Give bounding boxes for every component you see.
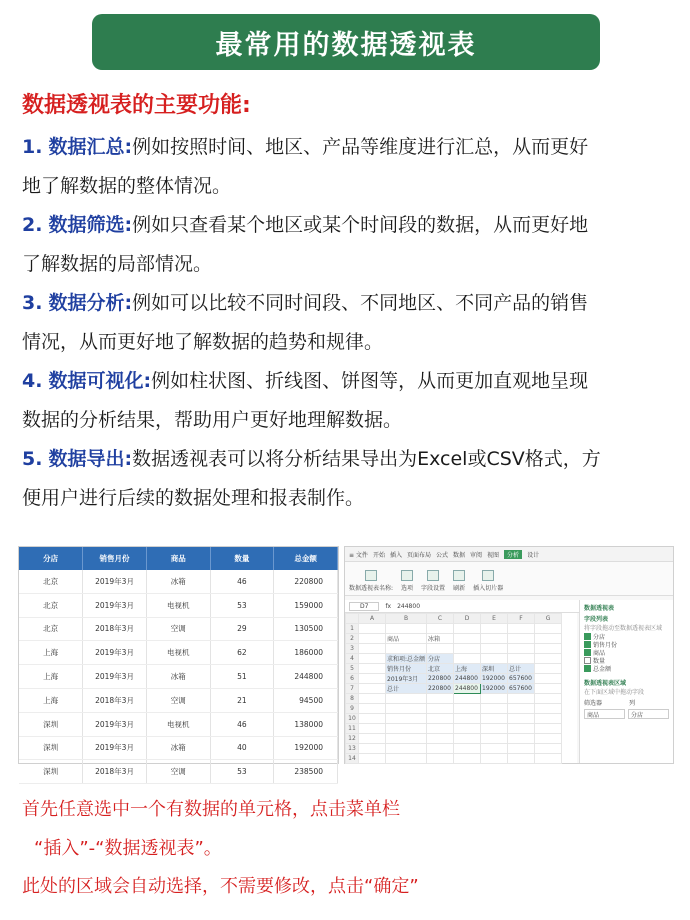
grid-cell[interactable]: 244800 [454,674,481,684]
table-row[interactable] [19,688,338,712]
field-name: 商品 [593,649,606,657]
grid-cell[interactable]: 2019年3月 [386,674,427,684]
grid-cell[interactable] [481,724,508,734]
grid-row [346,694,562,704]
grid-cell[interactable] [427,754,454,764]
item-text-line1: 例如可以比较不同时间段、不同地区、不同产品的销售 [132,292,589,314]
grid-cell[interactable] [427,694,454,704]
filter-area-label: 筛选器 [584,700,603,707]
table-cell[interactable]: 62 [210,641,274,665]
grid-cell[interactable] [508,644,535,654]
grid-row [346,624,562,634]
table-cell[interactable]: 空调 [146,688,210,712]
table-cell[interactable]: 138000 [274,712,338,736]
grid-cell[interactable]: 192000 [481,684,508,694]
grid-cell[interactable]: 657600 [508,674,535,684]
grid-cell[interactable] [359,734,386,744]
menu-tab[interactable]: 视图 [487,551,500,559]
grid-cell[interactable]: 分店 [427,654,454,664]
column-header[interactable]: 销售月份 [83,547,147,570]
table-cell[interactable]: 2019年3月 [83,593,147,617]
grid-cell[interactable] [386,624,427,634]
grid-cell[interactable] [508,724,535,734]
grid-row [346,704,562,714]
grid-cell[interactable]: 冰箱 [427,634,454,644]
grid-row [346,644,562,654]
grid-cell[interactable] [359,674,386,684]
grid-cell[interactable] [386,724,427,734]
row-number[interactable]: 8 [346,694,359,704]
table-cell[interactable]: 29 [210,617,274,641]
menu-tab[interactable]: 分析 [504,550,522,559]
toolbar-button[interactable] [349,565,393,592]
toolbar-icon [365,570,377,581]
grid-cell[interactable] [535,714,562,724]
grid-cell[interactable] [481,654,508,664]
row-number[interactable]: 13 [346,744,359,754]
item-text-line1: 例如按照时间、地区、产品等维度进行汇总，从而更好 [132,136,589,158]
column-area-label: 列 [629,700,636,707]
grid-cell[interactable]: 总计 [508,664,535,674]
item-text-line2: 情况，从而更好地了解数据的趋势和规律。 [22,331,384,353]
source-table [19,547,338,784]
column-header-row [346,614,562,624]
toolbar-label: 刷新 [453,585,466,592]
column-header[interactable]: 商品 [146,547,210,570]
table-row[interactable] [19,617,338,641]
toolbar-button[interactable] [421,565,445,592]
row-number[interactable]: 4 [346,654,359,664]
checkbox-icon[interactable] [584,641,591,648]
row-number[interactable]: 6 [346,674,359,684]
table-cell[interactable]: 2018年3月 [83,688,147,712]
grid-cell[interactable] [481,714,508,724]
item-text-line2: 便用户进行后续的数据处理和报表制作。 [22,487,365,509]
column-letter[interactable]: A [359,614,386,624]
item-text-line2: 数据的分析结果，帮助用户更好地理解数据。 [22,409,403,431]
pane-title: 数据透视表 [584,605,615,612]
table-row[interactable] [19,570,338,593]
table-cell[interactable]: 空调 [146,760,210,784]
grid-row [346,754,562,764]
column-letter[interactable]: E [481,614,508,624]
grid-cell[interactable] [427,734,454,744]
grid-cell[interactable] [427,704,454,714]
grid-cell[interactable]: 192000 [481,674,508,684]
grid-cell[interactable]: 总计 [386,684,427,694]
grid-cell[interactable] [508,694,535,704]
grid-cell[interactable] [481,694,508,704]
table-cell[interactable]: 冰箱 [146,570,210,593]
grid-cell[interactable] [508,624,535,634]
grid-cell[interactable] [359,624,386,634]
grid-cell[interactable] [427,624,454,634]
toolbar-icon [453,570,465,581]
grid-cell[interactable] [427,744,454,754]
grid-cell[interactable] [481,734,508,744]
table-cell[interactable]: 130500 [274,617,338,641]
grid-cell[interactable] [454,704,481,714]
column-letter[interactable]: G [535,614,562,624]
grid-cell[interactable] [535,644,562,654]
grid-cell[interactable] [359,744,386,754]
table-cell[interactable]: 53 [210,760,274,784]
grid-row [346,654,562,664]
menu-tab[interactable]: 插入 [389,551,402,559]
field-name: 总金额 [593,665,612,673]
grid-cell[interactable] [359,664,386,674]
column-letter[interactable] [346,614,359,624]
field-item[interactable] [584,664,669,672]
grid-cell[interactable] [427,714,454,724]
table-cell[interactable]: 上海 [19,641,83,665]
table-cell[interactable]: 深圳 [19,736,83,760]
grid-cell[interactable] [481,634,508,644]
row-number[interactable]: 14 [346,754,359,764]
grid-cell[interactable] [454,634,481,644]
table-cell[interactable]: 220800 [274,570,338,593]
grid-cell[interactable] [359,754,386,764]
grid-cell[interactable] [508,714,535,724]
table-cell[interactable]: 159000 [274,593,338,617]
checkbox-icon[interactable] [584,633,591,640]
feature-item-visualization [22,362,672,440]
grid-cell[interactable] [535,734,562,744]
grid-row [346,724,562,734]
table-cell[interactable]: 2019年3月 [83,665,147,689]
table-row[interactable] [19,736,338,760]
column-area-value: 分店 [631,711,644,719]
table-cell[interactable]: 2019年3月 [83,736,147,760]
grid-cell[interactable] [359,684,386,694]
filter-area-value: 商品 [587,711,600,719]
grid-cell[interactable] [481,704,508,714]
table-cell[interactable]: 电视机 [146,641,210,665]
table-cell[interactable]: 238500 [274,760,338,784]
grid-cell[interactable] [386,754,427,764]
row-number[interactable]: 3 [346,644,359,654]
table-cell[interactable]: 2019年3月 [83,712,147,736]
item-number: 4. [22,370,43,392]
toolbar-label: 插入切片器 [473,585,504,592]
column-letter[interactable]: B [386,614,427,624]
grid-cell[interactable] [454,754,481,764]
formula-bar [345,600,581,613]
fx-icon: fx [385,602,392,610]
table-cell[interactable]: 深圳 [19,760,83,784]
tip-line-2: “插入”-“数据透视表”。 [34,838,222,859]
fields-hint: 将字段拖动至数据透视表区域 [584,625,663,632]
areas-hint: 在下面区域中拖动字段 [584,689,645,696]
grid-cell[interactable] [454,724,481,734]
row-number[interactable]: 2 [346,634,359,644]
grid-cell[interactable]: 深圳 [481,664,508,674]
table-cell[interactable]: 深圳 [19,712,83,736]
grid-cell[interactable] [508,744,535,754]
grid-cell[interactable] [386,644,427,654]
table-cell[interactable]: 2019年3月 [83,570,147,593]
grid-row [346,684,562,694]
table-cell[interactable]: 上海 [19,688,83,712]
table-cell[interactable]: 21 [210,688,274,712]
menu-tab[interactable]: 设计 [527,551,540,559]
grid-cell[interactable] [508,734,535,744]
toolbar-icon [401,570,413,581]
menu-tab[interactable]: 公式 [435,551,448,559]
formula-value[interactable]: 244800 [397,602,421,610]
grid-cell[interactable] [481,644,508,654]
grid-row [346,734,562,744]
grid-cell[interactable] [454,744,481,754]
table-cell[interactable]: 2018年3月 [83,760,147,784]
grid-cell[interactable]: 北京 [427,664,454,674]
field-list [584,632,669,672]
table-cell[interactable]: 244800 [274,665,338,689]
table-cell[interactable]: 192000 [274,736,338,760]
grid-cell[interactable] [359,724,386,734]
table-cell[interactable]: 2019年3月 [83,641,147,665]
item-text-line1: 例如只查看某个地区或某个时间段的数据，从而更好地 [132,214,589,236]
grid-cell[interactable] [535,624,562,634]
excel-menu-bar [345,547,673,562]
toolbar-label: 字段设置 [421,585,446,592]
table-cell[interactable]: 51 [210,665,274,689]
item-keyword: 数据分析: [48,292,133,314]
item-keyword: 数据导出: [48,448,133,470]
menu-tab[interactable]: 开始 [372,551,385,559]
item-text-line1: 例如柱状图、折线图、饼图等，从而更加直观地呈现 [151,370,589,392]
feature-item-summary [22,128,672,206]
grid-cell[interactable]: 销售月份 [386,664,427,674]
table-cell[interactable]: 46 [210,570,274,593]
column-area-box[interactable] [628,709,669,719]
grid-cell[interactable]: 244800 [454,684,481,694]
section-heading: 数据透视表的主要功能: [22,93,251,118]
grid-cell[interactable] [535,704,562,714]
toolbar-button[interactable] [401,565,413,592]
table-row[interactable] [19,593,338,617]
table-cell[interactable]: 电视机 [146,712,210,736]
grid-cell[interactable] [535,634,562,644]
areas-label: 数据透视表区域 [584,680,627,687]
table-row[interactable] [19,712,338,736]
column-header[interactable]: 总金额 [274,547,338,570]
grid-cell[interactable] [535,754,562,764]
grid-cell[interactable] [359,644,386,654]
feature-item-export [22,440,672,518]
item-number: 5. [22,448,43,470]
toolbar-icon [427,570,439,581]
table-cell[interactable]: 冰箱 [146,665,210,689]
field-name: 销售月份 [593,641,618,649]
grid-cell[interactable]: 220800 [427,674,454,684]
item-text-line2: 地了解数据的整体情况。 [22,175,232,197]
grid-cell[interactable] [454,734,481,744]
grid-cell[interactable]: 商品 [386,634,427,644]
name-box[interactable]: D7 [349,602,379,611]
item-number: 3. [22,292,43,314]
column-letter[interactable]: C [427,614,454,624]
grid-cell[interactable] [386,704,427,714]
grid-cell[interactable] [454,644,481,654]
toolbar-button[interactable] [453,565,465,592]
row-number[interactable]: 1 [346,624,359,634]
table-row[interactable] [19,641,338,665]
feature-list [22,128,672,518]
row-number[interactable]: 5 [346,664,359,674]
grid-cell[interactable] [535,724,562,734]
toolbar-label: 数据透视表名称: [349,585,394,592]
filter-area-box[interactable] [584,709,625,719]
grid-cell[interactable] [427,724,454,734]
grid-cell[interactable] [508,704,535,714]
item-text-line1: 数据透视表可以将分析结果导出为Excel或CSV格式，方 [132,448,601,470]
grid-row [346,674,562,684]
menu-tab[interactable]: ≡ 文件 [349,551,368,559]
toolbar-icon [482,570,494,581]
grid-cell[interactable] [386,734,427,744]
grid-cell[interactable] [535,684,562,694]
grid-cell[interactable] [359,704,386,714]
column-letter[interactable]: D [454,614,481,624]
grid-row [346,634,562,644]
tip-line-1: 首先任意选中一个有数据的单元格，点击菜单栏 [22,799,400,820]
grid-cell[interactable] [427,644,454,654]
table-cell[interactable]: 北京 [19,593,83,617]
table-row[interactable] [19,665,338,689]
grid-cell[interactable] [535,664,562,674]
checkbox-icon[interactable] [584,665,591,672]
grid-cell[interactable] [454,714,481,724]
grid-cell[interactable]: 220800 [427,684,454,694]
grid-row [346,714,562,724]
column-header[interactable]: 分店 [19,547,83,570]
column-header[interactable]: 数量 [210,547,274,570]
item-text-line2: 了解数据的局部情况。 [22,253,213,275]
menu-tab[interactable]: 审阅 [470,551,483,559]
grid-cell[interactable]: 求和项:总金额 [386,654,427,664]
field-name: 分店 [593,633,606,641]
grid-cell[interactable] [359,634,386,644]
table-cell[interactable]: 46 [210,712,274,736]
checkbox-icon[interactable] [584,657,591,664]
item-number: 2. [22,214,43,236]
row-number[interactable]: 7 [346,684,359,694]
menu-tab[interactable]: 页面布局 [406,551,431,559]
grid-cell[interactable] [508,754,535,764]
feature-item-analysis [22,284,672,362]
grid-row [346,664,562,674]
tip-line-3: 此处的区域会自动选择，不需要修改，点击“确定” [22,876,419,897]
toolbar-button[interactable] [473,565,503,592]
row-number[interactable]: 11 [346,724,359,734]
table-cell[interactable]: 电视机 [146,593,210,617]
row-number[interactable]: 10 [346,714,359,724]
grid-cell[interactable] [386,714,427,724]
row-number[interactable]: 12 [346,734,359,744]
pivot-screenshot [344,546,674,764]
item-keyword: 数据可视化: [48,370,152,392]
spreadsheet-grid [345,613,577,763]
grid-cell[interactable]: 上海 [454,664,481,674]
grid-cell[interactable] [454,624,481,634]
row-number[interactable]: 9 [346,704,359,714]
grid-cell[interactable] [481,754,508,764]
grid-cell[interactable] [386,744,427,754]
grid-cell[interactable] [481,744,508,754]
table-cell[interactable]: 40 [210,736,274,760]
table-cell[interactable]: 冰箱 [146,736,210,760]
table-cell[interactable]: 上海 [19,665,83,689]
feature-item-filter [22,206,672,284]
item-keyword: 数据汇总: [48,136,133,158]
table-cell[interactable]: 北京 [19,570,83,593]
item-number: 1. [22,136,43,158]
grid-cell[interactable]: 657600 [508,684,535,694]
fields-label: 字段列表 [584,616,609,623]
title-banner: 最常用的数据透视表 [92,14,600,70]
table-row[interactable] [19,760,338,784]
table-cell[interactable]: 53 [210,593,274,617]
grid-cell[interactable] [508,654,535,664]
grid-cell[interactable] [359,714,386,724]
table-cell[interactable]: 186000 [274,641,338,665]
column-letter[interactable]: F [508,614,535,624]
table-cell[interactable]: 空调 [146,617,210,641]
grid-cell[interactable] [359,654,386,664]
grid-row [346,744,562,754]
field-name: 数量 [593,657,606,665]
toolbar-label: 选项 [401,585,414,592]
table-cell[interactable]: 北京 [19,617,83,641]
table-cell[interactable]: 2018年3月 [83,617,147,641]
checkbox-icon[interactable] [584,649,591,656]
grid-cell[interactable] [535,674,562,684]
grid-cell[interactable] [359,694,386,704]
menu-tab[interactable]: 数据 [453,551,466,559]
grid-cell[interactable] [535,744,562,754]
item-keyword: 数据筛选: [48,214,133,236]
grid-cell[interactable] [508,634,535,644]
pivot-field-pane [579,600,673,763]
grid-cell[interactable] [454,694,481,704]
grid-cell[interactable] [386,694,427,704]
excel-toolbar [345,562,673,596]
grid-cell[interactable] [481,624,508,634]
source-data-screenshot [18,546,339,777]
table-cell[interactable]: 94500 [274,688,338,712]
grid-cell[interactable] [454,654,481,664]
grid-cell[interactable] [535,654,562,664]
grid-cell[interactable] [535,694,562,704]
